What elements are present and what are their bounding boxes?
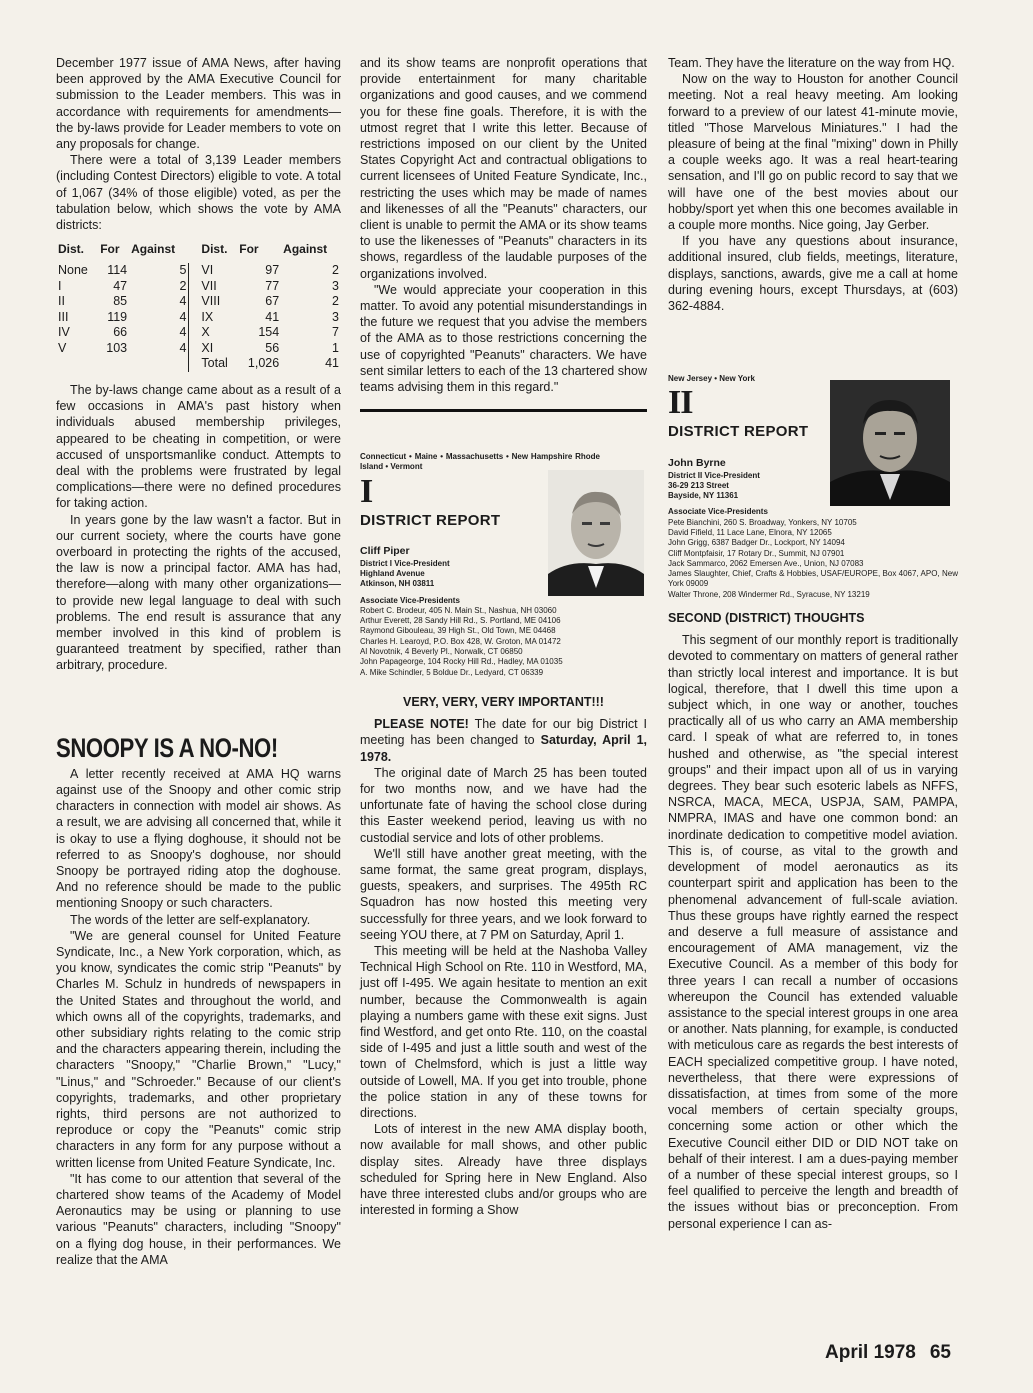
table-cell: V: [58, 340, 67, 355]
table-cell: [56, 356, 98, 372]
associate-entry: John Grigg, 6387 Badger Dr., Lockport, NY 14094: [668, 538, 845, 548]
associate-entry: James Slaughter, Chief, Crafts & Hobbies, USAF/EUROPE, Box 4067, APO, New York 09009: [668, 569, 958, 589]
associate-list: [668, 518, 958, 600]
associate-entry: Raymond Gibouleau, 39 High St., Old Town, ME 04468: [360, 626, 556, 636]
table-cell: None: [58, 263, 88, 278]
vp-line: 36-29 213 Street: [668, 481, 729, 491]
table-cell: 41: [265, 309, 280, 324]
table-cell: 2: [332, 263, 339, 278]
associate-entry: Pete Bianchini, 260 S. Broadway, Yonkers, NY 10705: [668, 517, 857, 527]
paragraph: Team. They have the literature on the way from HQ.: [668, 56, 955, 70]
section-divider: [360, 409, 647, 412]
please-note-text: The date for our big District I meeting has been changed to: [360, 717, 648, 748]
associate-entry: John Papageorge, 104 Rocky Hill Rd., Hadley, MA 01035: [360, 657, 563, 667]
table-cell: XI: [201, 340, 214, 355]
table-cell: 3: [332, 309, 339, 324]
table-cell: IV: [58, 325, 70, 340]
vp-line: District II Vice-President: [668, 470, 760, 480]
table-cell: 56: [265, 340, 280, 355]
page-number: 65: [929, 1342, 951, 1363]
district-report-title: DISTRICT REPORT: [360, 511, 501, 529]
table-header: For: [100, 242, 120, 257]
table-row: [56, 356, 341, 372]
table-row: [56, 263, 341, 279]
table-row: [56, 325, 341, 341]
paragraph: "We would appreciate your cooperation in this matter. To avoid any potential misunderstandings in the future we request that you advise the members of the AMA as to those restrictions concerning the use of copyrighted "Peanuts" characters. We have sent similar letters to each of the 13 chartered show teams advising them in this regard.": [360, 282, 647, 395]
paragraph: This segment of our monthly report is traditionally devoted to commentary on matters of general rather than strictly local interest and importance. It is but logical, therefore, that I dwell this time upon a subject which, in one way or another, touches practically all of us who carry an AMA membership card. I speak of what are referred to, in tones hushed and otherwise, as "the special interest groups" and their impact upon all of us in varying degrees. They bear such esoteric labels as NFFS, NSRCA, MACA, MECA, USPJA, SAM, PAMPA, NMPRA, IMAS and have one common bond: an inordinate dedication to competitive model aviation. This is, of course, as vital to the growth and development of model aeronautics as its counterpart spirit and application has been to the phenomenal advancement of full-scale aviation. Thus these groups have rightly earned the respect and deserve a full measure of assistance and encouragement of AMA management, viz the Executive Council. As a member of this body for three years I can recall a number of occasions whereupon the Council has extended valuable assistance to the special interest groups in one area or another. Nats planning, for example, is conducted with meticulous care as regards the best interests of EACH specialized competitive group. I have noted, nevertheless, that there were expressions of dissatisfaction, at times from some of the more vocal members of certain specialty groups, concerning some action or other which the Executive Council either DID or DID NOT take on behalf of their interest. I am a dues-paying member of a number of these special interest groups, so I feel qualified to perceive the length and breadth of the issues without bias or preconception. From personal experience I can as-: [668, 633, 958, 1231]
paragraph: and its show teams are nonprofit operations that provide entertainment for many charitable organizations and good causes, and we commend you for these fine goals. Therefore, it is with the utmost regret that I write this letter. Because of restrictions imposed on our client by the United States Copyright Act and contractual obligations to current licensees of United Feature Syndicate, Inc., restricting the uses which may be made of names and likenesses of all the "Peanuts" characters, our client is unable to permit the AMA or its show teams to use the likenesses of "Peanuts" characters in its shows, regardless of the laudable purposes of the organizations involved.: [360, 56, 647, 281]
paragraph: The by-laws change came about as a result of a few occasions in AMA's past history when individuals abused membership privileges, appeared to be cheating in competition, or were accused of unsportsmanlike conduct. Attempts to deal with the problems were frustrated by legal complications—there were no defined procedures for taking action.: [56, 382, 341, 511]
table-cell: VIII: [201, 294, 221, 309]
vp-line: Atkinson, NH 03811: [360, 579, 435, 589]
vote-tabulation-table: [56, 241, 341, 372]
table-cell: 103: [106, 340, 128, 355]
vp-name: Cliff Piper: [360, 544, 410, 557]
second-thoughts-heading: SECOND (DISTRICT) THOUGHTS: [668, 611, 865, 626]
table-cell: 114: [107, 263, 128, 278]
table-cell: 1,026: [247, 356, 280, 371]
vp-photo: [548, 470, 644, 596]
vp-photo: [830, 380, 950, 506]
vp-line: Highland Avenue: [360, 569, 425, 579]
table-cell: VI: [201, 263, 214, 278]
table-row: [56, 341, 341, 357]
table-header: Dist.: [201, 242, 228, 257]
associate-entry: Walter Throne, 208 Windermer Rd., Syracuse, NY 13219: [668, 589, 870, 599]
table-cell: 4: [179, 294, 187, 309]
column-3: [668, 55, 958, 1232]
column-2: [360, 55, 647, 1218]
table-cell: 41: [325, 356, 339, 371]
vp-line: Bayside, NY 11361: [668, 491, 739, 501]
important-heading: VERY, VERY, VERY IMPORTANT!!!: [403, 694, 604, 709]
table-cell: 4: [179, 325, 187, 340]
table-cell: 119: [107, 309, 128, 324]
table-cell: [129, 356, 189, 372]
district-numeral: I: [360, 472, 373, 510]
table-header: Dist.: [58, 242, 85, 257]
district-2-header: [668, 374, 958, 600]
table-cell: 67: [265, 294, 280, 309]
table-cell: 4: [179, 340, 187, 355]
associate-entry: Al Novotnik, 4 Beverly Pl., Norwalk, CT 06850: [360, 647, 523, 657]
table-cell: Total: [201, 356, 228, 371]
table-cell: II: [58, 294, 65, 309]
table-cell: 47: [113, 278, 128, 293]
page-footer: [811, 1342, 951, 1364]
table-header: For: [239, 242, 259, 257]
associate-entry: A. Mike Schindler, 5 Boldue Dr., Ledyard, CT 06339: [360, 667, 544, 677]
district-states: Connecticut • Maine • Massachusetts • New Hampshire Rhode Island • Vermont: [360, 452, 600, 472]
table-cell: 154: [258, 325, 280, 340]
paragraph: There were a total of 3,139 Leader members (including Contest Directors) eligible to vote. A total of 1,067 (34% of those eligible) voted, as per the tabulation below, which shows the vote by AMA districts:: [56, 153, 341, 233]
paragraph: Now on the way to Houston for another Council meeting. Not a real heavy meeting. Am looking forward to a preview of our latest 41-minute movie, titled "Those Marvelous Miniatures." I had the pleasure of being at the final "mixing" down in Philly a couple weeks ago. It was a real heart-tearing sensation, and I'll go on public record to say that we will have one of the best movies about our hobby/sport yet when this one becomes available in a couple more months. Nice going, Jay Gerber.: [668, 72, 958, 233]
paragraph: "It has come to our attention that several of the chartered show teams of the Academy of Model Aeronautics may be using or planning to use various "Peanuts" characters, including "Snoopy" on a flying dog house, in their performances. We realize that the AMA: [56, 1171, 341, 1267]
snoopy-headline: SNOOPY IS A NO-NO!: [56, 732, 278, 763]
column-1: [56, 55, 341, 1268]
associate-entry: Charles H. Learoyd, P.O. Box 428, W. Groton, MA 01472: [360, 636, 561, 646]
paragraph: A letter recently received at AMA HQ warns against use of the Snoopy and other comic strip characters in connection with model air shows. As a result, we are advising all concerned that, while it is okay to use a flying doghouse, it should not be referred to as Snoopy's doghouse, nor should Snoopy be portrayed riding atop the doghouse. And no reference should be made to the public mentioning Snoopy or such characters.: [56, 766, 341, 911]
table-cell: 97: [265, 263, 280, 278]
table-cell: 2: [179, 278, 187, 293]
table-cell: 2: [332, 294, 339, 309]
district-numeral: II: [668, 384, 693, 422]
district-report-title: DISTRICT REPORT: [668, 423, 809, 441]
associate-entry: Robert C. Brodeur, 405 N. Main St., Nashua, NH 03060: [360, 605, 557, 615]
table-header: Against: [131, 242, 176, 257]
please-note-label: PLEASE NOTE!: [374, 717, 469, 732]
associate-entry: Cliff Montpfaisir, 17 Rotary Dr., Summit, NJ 07901: [668, 548, 845, 558]
table-cell: 85: [113, 294, 128, 309]
table-row: [56, 294, 341, 310]
paragraph: If you have any questions about insurance, additional insured, club fields, meetings, literature, displays, sanctions, awards, give me a call at home during evening hours, except Thursdays, at (603) 362-4884.: [668, 234, 958, 314]
table-cell: X: [201, 325, 210, 340]
paragraph: In years gone by the law wasn't a factor. But in our current society, where the courts have gone overboard in protecting the rights of the accused, the law is now a principal factor. AMA has had, therefore—along with many other organizations—to provide new legal language to deal with such problems. The end result is assurance that any member involved in this kind of problem is guaranteed treatment by specified, rather than arbitrary, procedure.: [56, 512, 341, 673]
associate-entry: David Fifield, 11 Lace Lane, Elnora, NY 12065: [668, 527, 832, 537]
vp-name: John Byrne: [668, 456, 726, 469]
please-note-date: Saturday, April 1, 1978.: [360, 733, 647, 764]
paragraph: December 1977 issue of AMA News, after having been approved by the AMA Executive Council for submission to the Leader members. This was in accordance with requirements for amendments—the by-laws provide for Leader members to vote on any proposals for change.: [56, 56, 341, 152]
table-row: [56, 279, 341, 295]
issue-date: April 1978: [825, 1342, 916, 1363]
table-header: Against: [283, 242, 328, 257]
associate-list: [360, 606, 647, 678]
assoc-label: Associate Vice-Presidents: [668, 507, 768, 517]
table-cell: I: [58, 278, 62, 293]
paragraph: "We are general counsel for United Feature Syndicate, Inc., a New York corporation, which, as you know, syndicates the comic strip "Peanuts" by Charles M. Schulz in hundreds of newspapers in the United States and throughout the world, and which owns all of the copyrights, trademarks, and other subsidiary rights relating to the comic strip and the characters appearing therein, including the characters "Snoopy," "Charlie Brown," "Lucy," "Linus," and "Schroeder." Because of our client's copyrights, trademarks, and other proprietary rights, third persons are not authorized to reproduce or copy the "Peanuts" comic strip characters in any form for any purpose without a written license from United Feature Syndicate, Inc.: [56, 928, 341, 1170]
associate-entry: Jack Sammarco, 2062 Emersen Ave., Union, NJ 07083: [668, 558, 864, 568]
paragraph: The original date of March 25 has been touted for two months now, and we have had the unfortunate fate of having the school close during this Easter weekend period, leaving us with no custodial service and lots of other problems.: [360, 765, 647, 845]
paragraph: This meeting will be held at the Nashoba Valley Technical High School on Rte. 110 in Westford, MA, just off I-495. We again hesitate to mention an exit number, because the Commonwealth is again playing a numbers game with these exit signs. Just find Westford, and get onto Rte. 110, on the coastal side of I-495 and just a little south and west of the town of Chelmsford, which is just a little way outside of Lowell, MA. If you get into trouble, phone the police station in any of these towns for directions.: [360, 944, 647, 1121]
table-cell: 5: [179, 263, 187, 278]
table-cell: 3: [332, 278, 339, 293]
paragraph: We'll still have another great meeting, with the same format, the same great program, displays, guests, speakers, and surprises. The 495th RC Squadron has now hosted this meeting very successfully for three years, and we look forward to seeing YOU there, at 7 PM on Saturday, April 1.: [360, 846, 647, 942]
table-cell: 7: [332, 325, 339, 340]
district-states: New Jersey • New York: [668, 374, 755, 384]
table-cell: 77: [265, 278, 280, 293]
paragraph: Lots of interest in the new AMA display booth, now available for mall shows, and other public display sites. Already have three displays scheduled for Spring here in New England. Also have three interested clubs and/or groups who are interested in forming a Show: [360, 1122, 647, 1218]
assoc-label: Associate Vice-Presidents: [360, 595, 460, 605]
paragraph: The words of the letter are self-explanatory.: [70, 912, 311, 927]
district-1-header: [360, 452, 647, 678]
vp-line: District I Vice-President: [360, 559, 450, 569]
table-cell: IX: [201, 309, 214, 324]
table-cell: [98, 356, 129, 372]
table-cell: 1: [332, 340, 339, 355]
associate-entry: Arthur Everett, 28 Sandy Hill Rd., S. Portland, ME 04106: [360, 616, 561, 626]
table-cell: 66: [113, 325, 128, 340]
table-row: [56, 310, 341, 326]
table-cell: 4: [179, 309, 187, 324]
table-cell: VII: [201, 278, 217, 293]
table-cell: III: [58, 309, 69, 324]
